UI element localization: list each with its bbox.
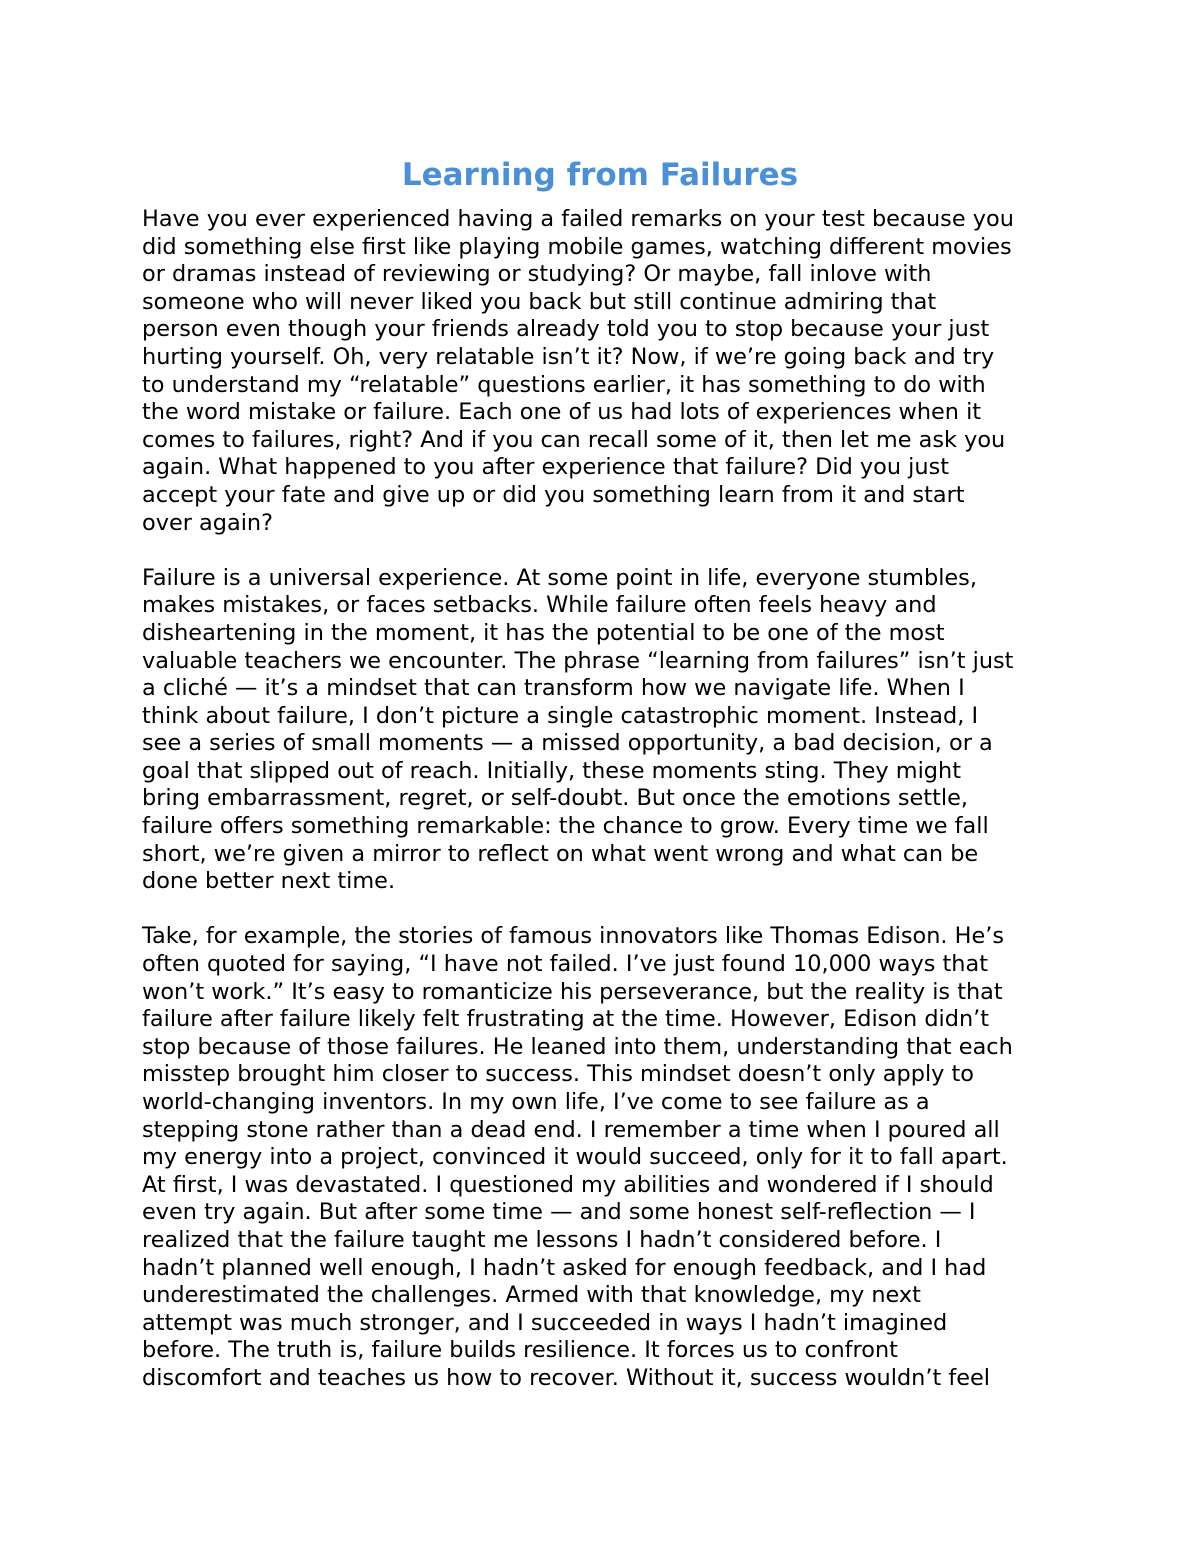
- text-line: goal that slipped out of reach. Initially, these moments sting. They might: [142, 757, 961, 784]
- text-line: short, we’re given a mirror to reflect on what went wrong and what can be: [142, 840, 979, 867]
- text-line: hurting yourself. Oh, very relatable isn’t it? Now, if we’re going back and try: [142, 343, 995, 370]
- text-line: realized that the failure taught me lessons I hadn’t considered before. I: [142, 1226, 942, 1253]
- text-line: At first, I was devastated. I questioned my abilities and wondered if I should: [142, 1171, 994, 1198]
- text-line: think about failure, I don’t picture a single catastrophic moment. Instead, I: [142, 702, 979, 729]
- text-line: accept your fate and give up or did you something learn from it and start: [142, 481, 965, 508]
- text-line: discomfort and teaches us how to recover. Without it, success wouldn’t feel: [142, 1364, 991, 1391]
- text-line: person even though your friends already told you to stop because your just: [142, 316, 990, 343]
- text-line: Failure is a universal experience. At some point in life, everyone stumbles,: [142, 564, 977, 591]
- text-line: see a series of small moments — a missed opportunity, a bad decision, or a: [142, 730, 993, 757]
- text-line: even try again. But after some time — and some honest self-reflection — I: [142, 1199, 976, 1226]
- text-line: underestimated the challenges. Armed with that knowledge, my next: [142, 1282, 921, 1309]
- text-line: over again?: [142, 509, 273, 536]
- text-line: valuable teachers we encounter. The phrase “learning from failures” isn’t just: [142, 647, 1014, 674]
- text-line: comes to failures, right? And if you can recall some of it, then let me ask you: [142, 426, 1006, 453]
- text-line: failure offers something remarkable: the chance to grow. Every time we fall: [142, 813, 989, 840]
- text-line: to understand my “relatable” questions earlier, it has something to do with: [142, 371, 986, 398]
- text-line: done better next time.: [142, 868, 396, 895]
- text-line: the word mistake or failure. Each one of us had lots of experiences when it: [142, 399, 982, 426]
- text-line: disheartening in the moment, it has the potential to be one of the most: [142, 619, 945, 646]
- paragraph-2: [142, 565, 1072, 896]
- text-line: won’t work.” It’s easy to romanticize his perseverance, but the reality is that: [142, 978, 1003, 1005]
- text-line: someone who will never liked you back but still continue admiring that: [142, 288, 937, 315]
- text-line: stop because of those failures. He leaned into them, understanding that each: [142, 1033, 1013, 1060]
- text-line: my energy into a project, convinced it would succeed, only for it to fall apart.: [142, 1144, 1008, 1171]
- text-line: attempt was much stronger, and I succeeded in ways I hadn’t imagined: [142, 1309, 948, 1336]
- paragraph-3: [142, 923, 1072, 1392]
- text-line: did something else first like playing mobile games, watching different movies: [142, 233, 1012, 260]
- text-line: Have you ever experienced having a failed remarks on your test because you: [142, 206, 1014, 232]
- text-line: misstep brought him closer to success. This mindset doesn’t only apply to: [142, 1061, 975, 1088]
- text-line: stepping stone rather than a dead end. I remember a time when I poured all: [142, 1116, 1000, 1143]
- text-line: a cliché — it’s a mindset that can transform how we navigate life. When I: [142, 675, 965, 702]
- text-line: again. What happened to you after experience that failure? Did you just: [142, 454, 950, 481]
- text-line: failure after failure likely felt frustrating at the time. However, Edison didn’t: [142, 1006, 990, 1033]
- text-line: Take, for example, the stories of famous innovators like Thomas Edison. He’s: [142, 923, 1005, 950]
- text-line: often quoted for saying, “I have not failed. I’ve just found 10,000 ways that: [142, 951, 989, 978]
- document-title: Learning from Failures: [401, 157, 799, 193]
- text-line: or dramas instead of reviewing or studying? Or maybe, fall inlove with: [142, 261, 932, 288]
- text-line: world-changing inventors. In my own life, I’ve come to see failure as a: [142, 1089, 930, 1115]
- text-line: before. The truth is, failure builds resilience. It forces us to confront: [142, 1337, 898, 1364]
- document-body: [142, 206, 1072, 1420]
- text-line: hadn’t planned well enough, I hadn’t asked for enough feedback, and I had: [142, 1254, 987, 1281]
- text-line: bring embarrassment, regret, or self-doubt. But once the emotions settle,: [142, 785, 968, 812]
- paragraph-1: [142, 206, 1072, 537]
- text-line: makes mistakes, or faces setbacks. While failure often feels heavy and: [142, 592, 937, 619]
